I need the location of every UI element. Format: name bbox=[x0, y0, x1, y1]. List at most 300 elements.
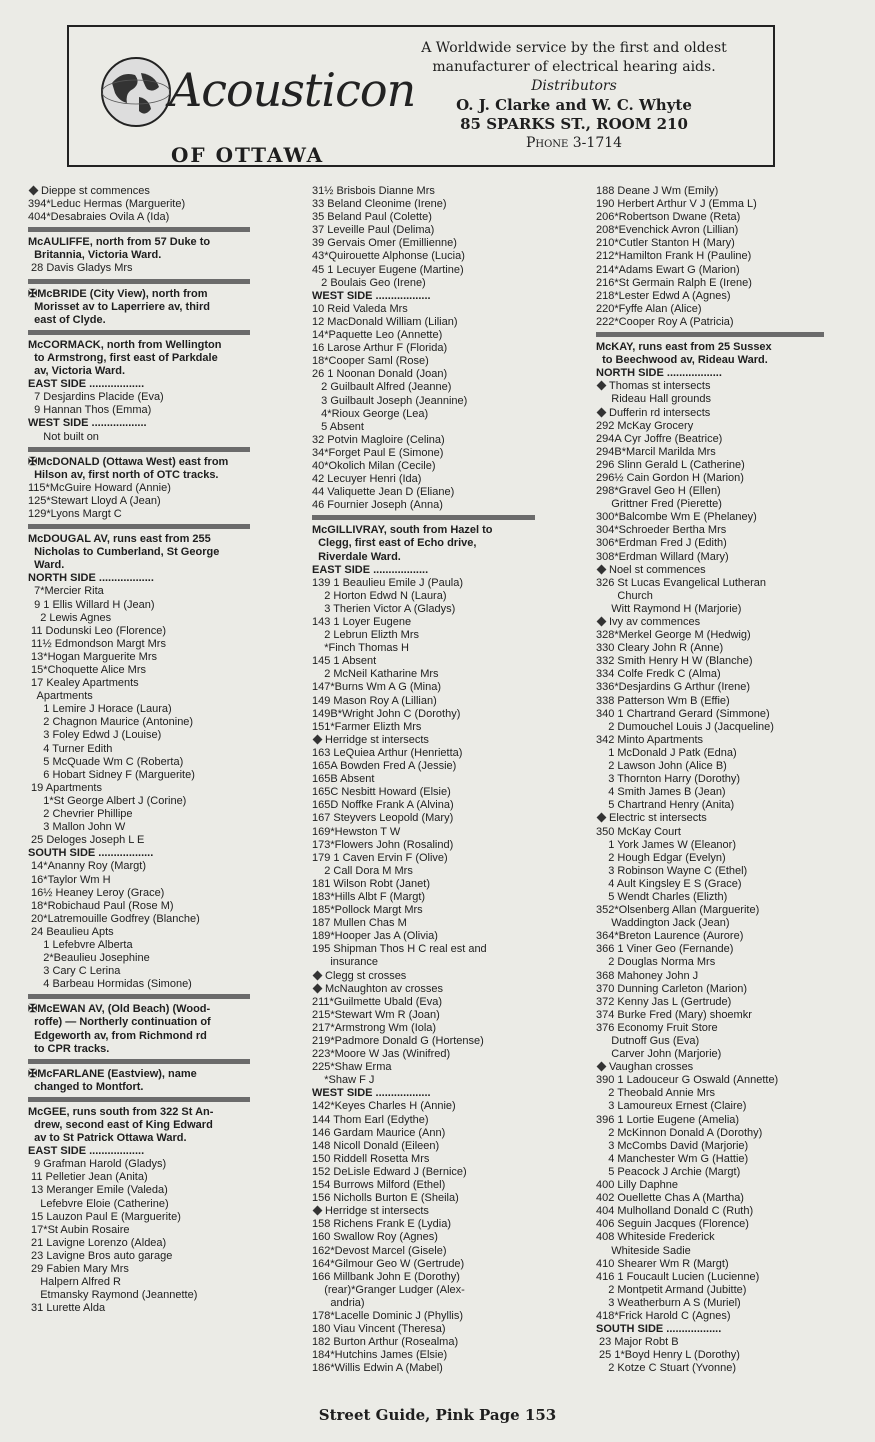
entry-text: Electric st intersects bbox=[609, 812, 707, 825]
listing-entry bbox=[312, 408, 535, 421]
listing-entry bbox=[312, 198, 535, 211]
entry-text: Nicholas to Cumberland, St George bbox=[28, 546, 220, 559]
entry-text: 34*Forget Paul E (Simone) bbox=[312, 446, 444, 459]
listing-entry bbox=[312, 211, 535, 224]
listing-entry bbox=[28, 729, 250, 742]
entry-text: 160 Swallow Roy (Agnes) bbox=[312, 1231, 438, 1244]
acousticon-logo bbox=[97, 43, 416, 167]
listing-entry bbox=[596, 1153, 824, 1166]
listing-entry bbox=[596, 393, 824, 406]
listing-entry bbox=[28, 821, 250, 834]
street-heading bbox=[312, 1087, 535, 1100]
listing-entry bbox=[28, 756, 250, 769]
listing-entry bbox=[28, 1250, 250, 1263]
entry-text: *Finch Thomas H bbox=[312, 642, 409, 655]
listing-entry bbox=[28, 900, 250, 913]
diamond-icon bbox=[29, 186, 39, 196]
listing-entry bbox=[312, 577, 535, 590]
listing-entry bbox=[312, 499, 535, 512]
section-divider bbox=[596, 332, 824, 337]
entry-text: Dufferin rd intersects bbox=[609, 406, 711, 419]
entry-text: WEST SIDE .................. bbox=[28, 417, 147, 430]
page-footer: Street Guide, Pink Page 153 bbox=[318, 1406, 557, 1424]
entry-text: 173*Flowers John (Rosalind) bbox=[312, 838, 454, 851]
street-heading bbox=[312, 524, 535, 537]
listing-entry bbox=[596, 799, 824, 812]
listing-entry bbox=[28, 664, 250, 677]
entry-text: east of Clyde. bbox=[28, 313, 106, 326]
entry-text: 165C Nesbitt Howard (Elsie) bbox=[312, 786, 451, 799]
listing-entry bbox=[596, 524, 824, 537]
listing-entry bbox=[596, 237, 824, 250]
listing-entry bbox=[596, 224, 824, 237]
listing-entry bbox=[28, 677, 250, 690]
entry-text: 158 Richens Frank E (Lydia) bbox=[312, 1218, 451, 1231]
listing-entry bbox=[312, 826, 535, 839]
entry-text: 1 Lefebvre Alberta bbox=[28, 938, 133, 951]
entry-text: 370 Dunning Carleton (Marion) bbox=[596, 982, 748, 995]
entry-text: 216*St Germain Ralph E (Irene) bbox=[596, 276, 752, 289]
listing-entry bbox=[596, 1035, 824, 1048]
listing-entry bbox=[596, 629, 824, 642]
listing-entry bbox=[596, 681, 824, 694]
entry-text: 17 Kealey Apartments bbox=[28, 677, 139, 690]
listing-entry bbox=[596, 1297, 824, 1310]
entry-text: 215*Stewart Wm R (Joan) bbox=[312, 1008, 440, 1021]
entry-text: 139 1 Beaulieu Emile J (Paula) bbox=[312, 576, 464, 589]
entry-text: Herridge st intersects bbox=[325, 733, 429, 746]
listing-entry bbox=[596, 1022, 824, 1035]
entry-text: 18*Cooper Saml (Rose) bbox=[312, 355, 429, 368]
ad-info bbox=[389, 39, 759, 153]
entry-text: *Shaw F J bbox=[312, 1074, 375, 1087]
entry-text: 4 Smith James B (Jean) bbox=[596, 786, 726, 799]
entry-text: SOUTH SIDE .................. bbox=[28, 847, 154, 860]
diamond-icon bbox=[597, 381, 607, 391]
listing-entry bbox=[312, 1310, 535, 1323]
entry-text: 298*Gravel Geo H (Ellen) bbox=[596, 485, 721, 498]
cross-street bbox=[596, 616, 824, 629]
entry-text: 4 Manchester Wm G (Hattie) bbox=[596, 1152, 749, 1165]
entry-text: 4*Rioux George (Lea) bbox=[312, 407, 429, 420]
listing-entry bbox=[312, 316, 535, 329]
listing-entry bbox=[312, 355, 535, 368]
entry-text: 154 Burrows Milford (Ethel) bbox=[312, 1179, 446, 1192]
listing-entry bbox=[596, 1179, 824, 1192]
entry-text: 37 Leveille Paul (Delima) bbox=[312, 224, 435, 237]
section-divider bbox=[28, 524, 250, 529]
entry-text: 2 McNeil Katharine Mrs bbox=[312, 668, 439, 681]
listing-entry bbox=[312, 1284, 535, 1297]
listing-entry bbox=[28, 1289, 250, 1302]
entry-text: 292 McKay Grocery bbox=[596, 419, 694, 432]
cross-street bbox=[596, 812, 824, 825]
entry-text: McNaughton av crosses bbox=[325, 982, 443, 995]
entry-text: 294A Cyr Joffre (Beatrice) bbox=[596, 432, 723, 445]
entry-text: 142*Keyes Charles H (Annie) bbox=[312, 1100, 456, 1113]
entry-text: 165D Noffke Frank A (Alvina) bbox=[312, 799, 454, 812]
entry-text: 340 1 Chartrand Gerard (Simmone) bbox=[596, 707, 770, 720]
listing-entry bbox=[596, 904, 824, 917]
listing-entry bbox=[28, 1237, 250, 1250]
listing-entry bbox=[312, 812, 535, 825]
entry-text: 19 Apartments bbox=[28, 781, 102, 794]
listing-entry bbox=[596, 930, 824, 943]
listing-entry bbox=[596, 1087, 824, 1100]
entry-text: 10 Reid Valeda Mrs bbox=[312, 302, 408, 315]
entry-text: roffe) — Northerly continuation of bbox=[28, 1016, 211, 1029]
listing-entry bbox=[596, 577, 824, 590]
listing-entry bbox=[312, 303, 535, 316]
listing-entry bbox=[312, 381, 535, 394]
ad-address: 85 SPARKS ST., ROOM 210 bbox=[460, 115, 688, 133]
entry-text: Dutnoff Gus (Eva) bbox=[596, 1035, 700, 1047]
entry-text: Ward. bbox=[28, 559, 65, 572]
section-divider bbox=[28, 447, 250, 452]
entry-text: 11 Dodunski Leo (Florence) bbox=[28, 624, 166, 637]
street-heading bbox=[28, 417, 250, 430]
entry-text: 181 Wilson Robt (Janet) bbox=[312, 877, 430, 890]
entry-text: 304*Schroeder Bertha Mrs bbox=[596, 524, 727, 537]
listing-entry bbox=[28, 1171, 250, 1184]
listing-entry bbox=[596, 264, 824, 277]
entry-text: EAST SIDE .................. bbox=[28, 378, 145, 391]
listing-entry bbox=[312, 1048, 535, 1061]
listing-entry bbox=[312, 590, 535, 603]
entry-text: NORTH SIDE .................. bbox=[596, 367, 722, 380]
listing-entry bbox=[596, 956, 824, 969]
entry-text: 2 Theobald Annie Mrs bbox=[596, 1087, 716, 1100]
listing-entry bbox=[312, 1009, 535, 1022]
entry-text: 400 Lilly Daphne bbox=[596, 1179, 678, 1192]
entry-text: 146 Gardam Maurice (Ann) bbox=[312, 1126, 446, 1139]
listing-entry bbox=[312, 1218, 535, 1231]
entry-text: 28 Davis Gladys Mrs bbox=[28, 262, 133, 275]
listing-entry bbox=[312, 329, 535, 342]
entry-text: 2 McKinnon Donald A (Dorothy) bbox=[596, 1126, 763, 1139]
listing-entry bbox=[28, 508, 250, 521]
entry-text: Herridge st intersects bbox=[325, 1205, 429, 1218]
entry-text: 149B*Wright John C (Dorothy) bbox=[312, 707, 461, 720]
entry-text: 165B Absent bbox=[312, 773, 375, 786]
listing-entry bbox=[312, 473, 535, 486]
listing-entry bbox=[596, 537, 824, 550]
listing-entry bbox=[312, 1179, 535, 1192]
listing-entry bbox=[28, 978, 250, 991]
listing-entry bbox=[312, 1100, 535, 1113]
listing-entry bbox=[312, 185, 535, 198]
listing-entry bbox=[312, 1258, 535, 1271]
cross-street bbox=[312, 970, 535, 983]
listing-entry bbox=[312, 1140, 535, 1153]
entry-text: Britannia, Victoria Ward. bbox=[28, 249, 162, 262]
entry-text: 166 Millbank John E (Dorothy) bbox=[312, 1270, 460, 1283]
listing-entry bbox=[596, 250, 824, 263]
listing-entry bbox=[28, 1302, 250, 1315]
listing-entry bbox=[596, 211, 824, 224]
street-heading bbox=[312, 537, 535, 550]
listing-entry bbox=[596, 1205, 824, 1218]
entry-text: 149 Mason Roy A (Lillian) bbox=[312, 694, 437, 707]
entry-text: drew, second east of King Edward bbox=[28, 1119, 213, 1131]
entry-text: 5 Absent bbox=[312, 420, 364, 433]
listing-entry bbox=[312, 721, 535, 734]
listing-entry bbox=[28, 952, 250, 965]
entry-text: 4 Turner Edith bbox=[28, 742, 113, 755]
street-heading bbox=[28, 314, 250, 327]
listing-entry bbox=[596, 1100, 824, 1113]
listing-entry bbox=[596, 852, 824, 865]
entry-text: 182 Burton Arthur (Rosealma) bbox=[312, 1336, 459, 1349]
entry-text: Clegg, first east of Echo drive, bbox=[312, 537, 477, 550]
entry-text: Vaughan crosses bbox=[609, 1061, 694, 1074]
listing-entry bbox=[28, 431, 250, 444]
entry-text: 2 Horton Edwd N (Laura) bbox=[312, 589, 447, 602]
diamond-icon bbox=[597, 1062, 607, 1072]
listing-entry bbox=[596, 970, 824, 983]
entry-text: 308*Erdman Willard (Mary) bbox=[596, 550, 729, 563]
listing-entry bbox=[596, 1192, 824, 1205]
entry-text: 21 Lavigne Lorenzo (Aldea) bbox=[28, 1236, 167, 1249]
entry-text: av, Victoria Ward. bbox=[28, 365, 125, 378]
entry-text: 195 Shipman Thos H C real est and bbox=[312, 943, 487, 956]
street-heading bbox=[596, 367, 824, 380]
entry-text: EAST SIDE .................. bbox=[28, 1145, 145, 1158]
entry-text: 2 Dumouchel Louis J (Jacqueline) bbox=[596, 720, 774, 733]
entry-text: 368 Mahoney John J bbox=[596, 969, 699, 982]
entry-text: 342 Minto Apartments bbox=[596, 733, 704, 746]
entry-text: 3 Robinson Wayne C (Ethel) bbox=[596, 864, 748, 877]
entry-text: 33 Beland Cleonime (Irene) bbox=[312, 198, 447, 211]
listing-entry bbox=[596, 760, 824, 773]
entry-text: 3 Mallon John W bbox=[28, 821, 126, 834]
entry-text: Witt Raymond H (Marjorie) bbox=[596, 602, 742, 615]
entry-text: 2 Lebrun Elizth Mrs bbox=[312, 629, 419, 642]
street-heading bbox=[28, 378, 250, 391]
cross-street bbox=[596, 407, 824, 420]
street-heading bbox=[596, 354, 824, 367]
listing-entry bbox=[596, 1114, 824, 1127]
entry-text: 143 1 Loyer Eugene bbox=[312, 616, 412, 628]
street-heading bbox=[28, 352, 250, 365]
street-heading bbox=[28, 365, 250, 378]
entry-text: Etmansky Raymond (Jeannette) bbox=[28, 1289, 198, 1302]
listing-entry bbox=[312, 917, 535, 930]
section-divider bbox=[28, 1097, 250, 1102]
entry-text: 416 1 Foucault Lucien (Lucienne) bbox=[596, 1270, 760, 1283]
entry-text: 294B*Marcil Marilda Mrs bbox=[596, 445, 716, 458]
section-divider bbox=[28, 1059, 250, 1064]
entry-text: 32 Potvin Magloire (Celina) bbox=[312, 433, 445, 446]
listing-entry bbox=[28, 690, 250, 703]
entry-text: WEST SIDE .................. bbox=[312, 1087, 431, 1100]
entry-text: 144 Thom Earl (Edythe) bbox=[312, 1113, 429, 1126]
entry-text: 408 Whiteside Frederick bbox=[596, 1231, 715, 1244]
entry-text: 183*Hills Albt F (Margt) bbox=[312, 890, 426, 903]
entry-text: 190 Herbert Arthur V J (Emma L) bbox=[596, 198, 757, 211]
listing-entry bbox=[28, 860, 250, 873]
entry-text: 14*Ananny Roy (Margt) bbox=[28, 860, 146, 873]
listing-entry bbox=[312, 486, 535, 499]
entry-text: andria) bbox=[312, 1296, 365, 1309]
listing-entry bbox=[596, 1336, 824, 1349]
listing-entry bbox=[596, 1271, 824, 1284]
entry-text: 24 Beaulieu Apts bbox=[28, 925, 114, 938]
entry-text: 394*Leduc Hermas (Marguerite) bbox=[28, 198, 186, 211]
listing-entry bbox=[596, 839, 824, 852]
entry-text: 223*Moore W Jas (Winifred) bbox=[312, 1048, 451, 1061]
entry-text: 1 Lemire J Horace (Laura) bbox=[28, 703, 172, 716]
entry-text: 1*St George Albert J (Corine) bbox=[28, 794, 187, 807]
street-heading bbox=[28, 1068, 250, 1081]
listing-entry bbox=[312, 395, 535, 408]
listing-entry bbox=[312, 1127, 535, 1140]
listing-entry bbox=[312, 996, 535, 1009]
street-heading bbox=[596, 1323, 824, 1336]
entry-text: 211*Guilmette Ubald (Eva) bbox=[312, 995, 443, 1008]
diamond-icon bbox=[597, 813, 607, 823]
entry-text: 3 Thornton Harry (Dorothy) bbox=[596, 773, 741, 786]
listing-entry bbox=[596, 277, 824, 290]
listing-entry bbox=[312, 1166, 535, 1179]
entry-text: 25 Deloges Joseph L E bbox=[28, 834, 145, 847]
entry-text: 350 McKay Court bbox=[596, 825, 681, 838]
entry-text: 214*Adams Ewart G (Marion) bbox=[596, 263, 740, 276]
entry-text: 328*Merkel George M (Hedwig) bbox=[596, 629, 751, 642]
entry-text: insurance bbox=[312, 956, 379, 969]
street-heading bbox=[28, 1132, 250, 1145]
entry-text: Rideau Hall grounds bbox=[596, 393, 711, 406]
entry-text: 35 Beland Paul (Colette) bbox=[312, 211, 432, 224]
entry-text: 185*Pollock Margt Mrs bbox=[312, 904, 423, 917]
listing-entry bbox=[28, 939, 250, 952]
entry-text: McGEE, runs south from 322 St An- bbox=[28, 1105, 214, 1118]
entry-text: Lefebvre Eloie (Catherine) bbox=[28, 1197, 169, 1210]
listing-entry bbox=[596, 708, 824, 721]
listing-entry bbox=[312, 760, 535, 773]
entry-text: McGILLIVRAY, south from Hazel to bbox=[312, 524, 493, 537]
entry-text: 9 Hannan Thos (Emma) bbox=[28, 404, 152, 417]
entry-text: 184*Hutchins James (Elsie) bbox=[312, 1349, 448, 1362]
listing-entry bbox=[312, 655, 535, 668]
street-heading bbox=[28, 288, 250, 301]
entry-text: 404*Desabraies Ovila A (Ida) bbox=[28, 211, 170, 224]
entry-text: 16*Taylor Wm H bbox=[28, 873, 111, 886]
diamond-icon bbox=[597, 564, 607, 574]
street-heading bbox=[28, 572, 250, 585]
listing-entry bbox=[28, 808, 250, 821]
listing-entry bbox=[596, 1140, 824, 1153]
listing-entry bbox=[28, 262, 250, 275]
street-heading bbox=[28, 1145, 250, 1158]
cross-street bbox=[596, 380, 824, 393]
listing-entry bbox=[28, 887, 250, 900]
listing-entry bbox=[28, 834, 250, 847]
entry-text: 11 Pelletier Jean (Anita) bbox=[28, 1171, 148, 1184]
entry-text: 1 York James W (Eleanor) bbox=[596, 838, 736, 851]
entry-text: 115*McGuire Howard (Annie) bbox=[28, 481, 171, 494]
entry-text: McCORMACK, north from Wellington bbox=[28, 338, 222, 351]
street-heading bbox=[28, 1081, 250, 1094]
entry-text: 296 Slinn Gerald L (Catherine) bbox=[596, 458, 745, 471]
entry-text: 25 1*Boyd Henry L (Dorothy) bbox=[596, 1349, 740, 1362]
street-heading bbox=[28, 533, 250, 546]
entry-text: 396 1 Lortie Eugene (Amelia) bbox=[596, 1113, 740, 1126]
listing-entry bbox=[596, 1349, 824, 1362]
listing-entry bbox=[596, 786, 824, 799]
entry-text: 300*Balcombe Wm E (Phelaney) bbox=[596, 511, 757, 524]
listing-entry bbox=[312, 1336, 535, 1349]
listing-entry bbox=[312, 708, 535, 721]
ad-phone: Phone 3-1714 bbox=[525, 135, 623, 151]
listing-entry bbox=[312, 799, 535, 812]
cross-street bbox=[28, 185, 250, 198]
listing-entry bbox=[596, 303, 824, 316]
entry-text: 2 Lawson John (Alice B) bbox=[596, 760, 727, 773]
street-heading bbox=[28, 559, 250, 572]
listing-entry bbox=[596, 459, 824, 472]
listing-entry bbox=[312, 943, 535, 956]
listing-entry bbox=[312, 1074, 535, 1087]
entry-text: 217*Armstrong Wm (Iola) bbox=[312, 1021, 437, 1034]
entry-text: 186*Willis Edwin A (Mabel) bbox=[312, 1362, 443, 1375]
entry-text: 39 Gervais Omer (Emillienne) bbox=[312, 237, 457, 250]
ad-distributors: Distributors bbox=[531, 78, 617, 94]
entry-text: 220*Fyffe Alan (Alice) bbox=[596, 302, 702, 315]
listing-entry bbox=[312, 421, 535, 434]
entry-text: Noel st commences bbox=[609, 563, 706, 576]
listing-entry bbox=[596, 655, 824, 668]
entry-text: 364*Breton Laurence (Aurore) bbox=[596, 930, 744, 943]
entry-text: 12 MacDonald William (Lilian) bbox=[312, 315, 458, 328]
entry-text: 3 Guilbault Joseph (Jeannine) bbox=[312, 394, 468, 407]
listing-entry bbox=[596, 1284, 824, 1297]
listing-entry bbox=[312, 1153, 535, 1166]
entry-text: 3 Lamoureux Ernest (Claire) bbox=[596, 1100, 747, 1113]
listing-entry bbox=[312, 224, 535, 237]
entry-text: 16½ Heaney Leroy (Grace) bbox=[28, 886, 165, 899]
listing-entry bbox=[312, 1022, 535, 1035]
brand-name: Acousticon bbox=[169, 63, 416, 117]
entry-text: WEST SIDE .................. bbox=[312, 289, 431, 302]
entry-text: 23 Major Robt B bbox=[596, 1336, 679, 1349]
entry-text: 2 Chevrier Phillipe bbox=[28, 808, 133, 821]
listing-entry bbox=[312, 237, 535, 250]
entry-text: 29 Fabien Mary Mrs bbox=[28, 1263, 129, 1276]
listing-entry bbox=[28, 612, 250, 625]
entry-text: 20*Latremouille Godfrey (Blanche) bbox=[28, 912, 200, 925]
entry-text: 2 Chagnon Maurice (Antonine) bbox=[28, 716, 194, 729]
listing-entry bbox=[312, 747, 535, 760]
entry-text: 189*Hooper Jas A (Olivia) bbox=[312, 930, 438, 943]
cross-street bbox=[596, 564, 824, 577]
listing-entry bbox=[596, 983, 824, 996]
entry-text: EAST SIDE .................. bbox=[312, 563, 429, 576]
entry-text: 218*Lester Edwd A (Agnes) bbox=[596, 289, 731, 302]
listing-entry bbox=[312, 786, 535, 799]
entry-text: ✠McEWAN AV, (Old Beach) (Wood- bbox=[28, 1003, 211, 1016]
listing-entry bbox=[28, 495, 250, 508]
entry-text: 208*Evenchick Avron (Lillian) bbox=[596, 224, 739, 237]
entry-text: 206*Robertson Dwane (Reta) bbox=[596, 211, 741, 224]
entry-text: 2 Lewis Agnes bbox=[28, 611, 112, 624]
listing-entry bbox=[312, 460, 535, 473]
listing-entry bbox=[312, 1271, 535, 1284]
brand-city: OF OTTAWA bbox=[171, 143, 325, 167]
entry-text: 31 Lurette Alda bbox=[28, 1302, 106, 1315]
listing-entry bbox=[28, 703, 250, 716]
listing-entry bbox=[596, 316, 824, 329]
